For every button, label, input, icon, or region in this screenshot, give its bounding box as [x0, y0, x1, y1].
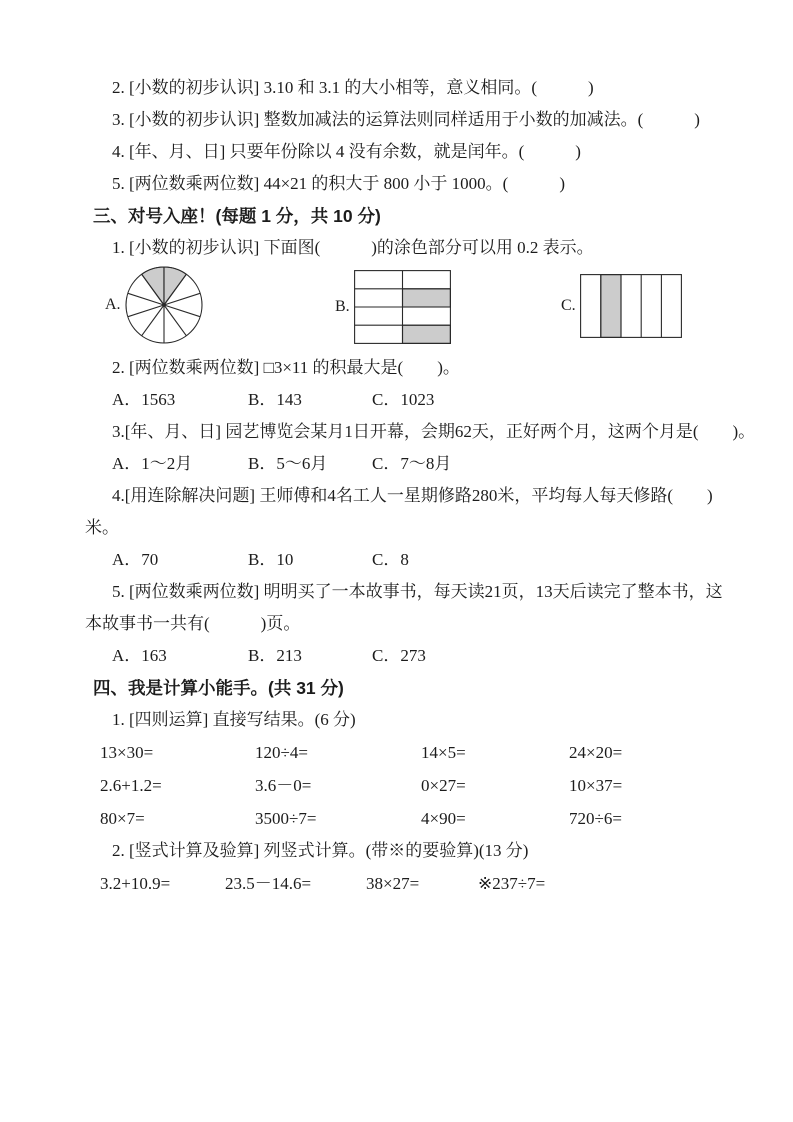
s4-q1-row-1 [100, 736, 733, 769]
s3-q1-text: 1. [小数的初步认识] 下面图( )的涂色部分可以用 0.2 表示。 [112, 238, 594, 257]
s3-q4-text-line1: 4.[用连除解决问题] 王师傅和4名工人一星期修路280米，平均每人每天修路( ) [112, 486, 713, 505]
figure-b-label: B. [335, 298, 350, 315]
s3-q4-option-a: A．70 [112, 550, 159, 569]
calc-expression: 120÷4= [255, 743, 308, 762]
s3-q2-option-c: C．1023 [372, 390, 435, 409]
calc-expression: 3.6－0= [255, 776, 312, 795]
figure-a-circle-diagram [125, 266, 203, 344]
s3-q4-option-c: C．8 [372, 550, 409, 569]
judge-item-4: 4. [年、月、日] 只要年份除以 4 没有余数，就是闰年。( ) [112, 142, 581, 161]
calc-expression: 3.2+10.9= [100, 874, 171, 893]
calc-expression: 13×30= [100, 743, 154, 762]
s3-q3-option-b: B．5～6月 [248, 454, 328, 473]
calc-expression: 0×27= [421, 776, 466, 795]
calc-expression: 14×5= [421, 743, 466, 762]
s3-q5-text-line2: 本故事书一共有( )页。 [85, 614, 301, 633]
s4-q2-row [100, 867, 733, 900]
judge-item-3: 3. [小数的初步认识] 整数加减法的运算法则同样适用于小数的加减法。( ) [112, 110, 700, 129]
calc-expression: ※237÷7= [478, 874, 546, 893]
s3-q4-option-b: B．10 [248, 550, 294, 569]
calc-expression: 2.6+1.2= [100, 776, 162, 795]
s3-q5-option-c: C．273 [372, 646, 426, 665]
s3-q4-text-line2: 米。 [85, 518, 119, 537]
s4-q1-text: 1. [四则运算] 直接写结果。(6 分) [112, 710, 356, 729]
s3-q5-option-a: A．163 [112, 646, 167, 665]
s4-q1-row-2 [100, 769, 733, 802]
calc-expression: 23.5－14.6= [225, 874, 312, 893]
figure-b [335, 270, 451, 344]
calc-expression: 720÷6= [569, 809, 622, 828]
figure-a-label: A. [105, 296, 121, 313]
s3-q1-figures [85, 264, 733, 352]
calc-expression: 10×37= [569, 776, 623, 795]
s4-q2-text: 2. [竖式计算及验算] 列竖式计算。(带※的要验算)(13 分) [112, 841, 529, 860]
s3-q5-options [112, 640, 733, 672]
figure-c-strips-diagram [580, 274, 682, 338]
s4-q1-row-3 [100, 802, 733, 835]
s3-q4-options [112, 544, 733, 576]
figure-b-grid-diagram [354, 270, 451, 344]
s3-q2-option-b: B．143 [248, 390, 302, 409]
figure-c-label: C. [561, 297, 576, 314]
s3-q3-options [112, 448, 733, 480]
s3-q5-text-line1: 5. [两位数乘两位数] 明明买了一本故事书，每天读21页，13天后读完了整本书，这 [112, 582, 723, 601]
section-3-heading: 三、对号入座！(每题 1 分，共 10 分) [93, 206, 381, 226]
figure-c [561, 274, 682, 338]
calc-expression: 3500÷7= [255, 809, 317, 828]
s3-q3-option-a: A．1～2月 [112, 454, 193, 473]
calc-expression: 4×90= [421, 809, 466, 828]
s3-q3-text: 3.[年、月、日] 园艺博览会某月1日开幕，会期62天，正好两个月，这两个月是( )。 [112, 422, 756, 441]
judge-item-2: 2. [小数的初步认识] 3.10 和 3.1 的大小相等，意义相同。( ) [112, 78, 594, 97]
section-4-heading: 四、我是计算小能手。(共 31 分) [93, 678, 344, 698]
s3-q3-option-c: C．7～8月 [372, 454, 452, 473]
s3-q2-options [112, 384, 733, 416]
calc-expression: 24×20= [569, 743, 623, 762]
s3-q5-option-b: B．213 [248, 646, 302, 665]
s3-q2-text: 2. [两位数乘两位数] □3×11 的积最大是( )。 [112, 358, 460, 377]
calc-expression: 80×7= [100, 809, 145, 828]
judge-item-5: 5. [两位数乘两位数] 44×21 的积大于 800 小于 1000。( ) [112, 174, 565, 193]
calc-expression: 38×27= [366, 874, 420, 893]
s3-q2-option-a: A．1563 [112, 390, 176, 409]
figure-a [105, 266, 203, 344]
